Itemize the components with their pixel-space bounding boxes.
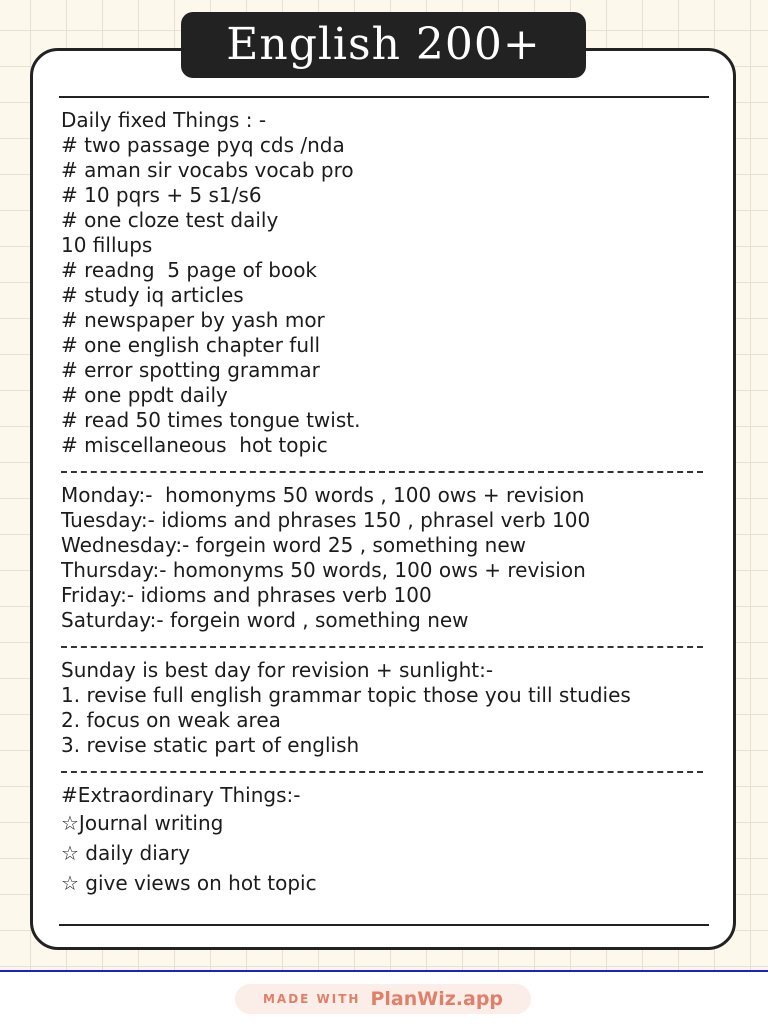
note-line: Monday:- homonyms 50 words , 100 ows + revision — [61, 483, 585, 507]
note-line: Thursday:- homonyms 50 words, 100 ows + revision — [61, 558, 586, 582]
note-line: Wednesday:- forgein word 25 , something new — [61, 533, 527, 557]
note-line: Saturday:- forgein word , something new — [61, 608, 469, 632]
note-line: Tuesday:- idioms and phrases 150 , phrasel verb 100 — [61, 508, 591, 532]
page-title: English 200+ — [226, 19, 541, 70]
note-line: # readng 5 page of book — [61, 258, 318, 282]
note-line: Sunday is best day for revision + sunlight:- — [61, 658, 494, 682]
bottom-rule — [59, 924, 709, 926]
note-line: # read 50 times tongue twist. — [61, 408, 361, 432]
note-line: 2. focus on weak area — [61, 708, 281, 732]
note-line: 10 fillups — [61, 233, 153, 257]
brand-name: PlanWiz.app — [370, 988, 504, 1010]
note-line: # two passage pyq cds /nda — [61, 133, 345, 157]
dashed-separator — [61, 758, 721, 783]
title-banner — [181, 12, 586, 78]
note-line: # 10 pqrs + 5 s1/s6 — [61, 183, 262, 207]
note-line: # error spotting grammar — [61, 358, 320, 382]
note-line: ☆ daily diary — [61, 841, 191, 865]
made-with-badge[interactable] — [235, 984, 531, 1014]
made-with-label: MADE WITH — [262, 992, 361, 1006]
note-line: # one english chapter full — [61, 333, 321, 357]
note-line: ☆Journal writing — [61, 811, 224, 835]
dashed-separator — [61, 458, 721, 483]
note-line: # study iq articles — [61, 283, 244, 307]
note-line: # newspaper by yash mor — [61, 308, 325, 332]
note-line: Friday:- idioms and phrases verb 100 — [61, 583, 432, 607]
note-line: 3. revise static part of english — [61, 733, 360, 757]
note-lines — [61, 108, 721, 898]
note-line: 1. revise full english grammar topic those you till studies — [61, 683, 631, 707]
top-rule — [59, 96, 709, 98]
note-line: # one cloze test daily — [61, 208, 279, 232]
note-line: Daily fixed Things : - — [61, 108, 267, 132]
footer-bar — [0, 970, 768, 1024]
note-line: #Extraordinary Things:- — [61, 783, 301, 807]
note-line: # aman sir vocabs vocab pro — [61, 158, 354, 182]
note-line: # miscellaneous hot topic — [61, 433, 328, 457]
note-line: # one ppdt daily — [61, 383, 228, 407]
note-line: ☆ give views on hot topic — [61, 871, 317, 895]
dashed-separator — [61, 633, 721, 658]
